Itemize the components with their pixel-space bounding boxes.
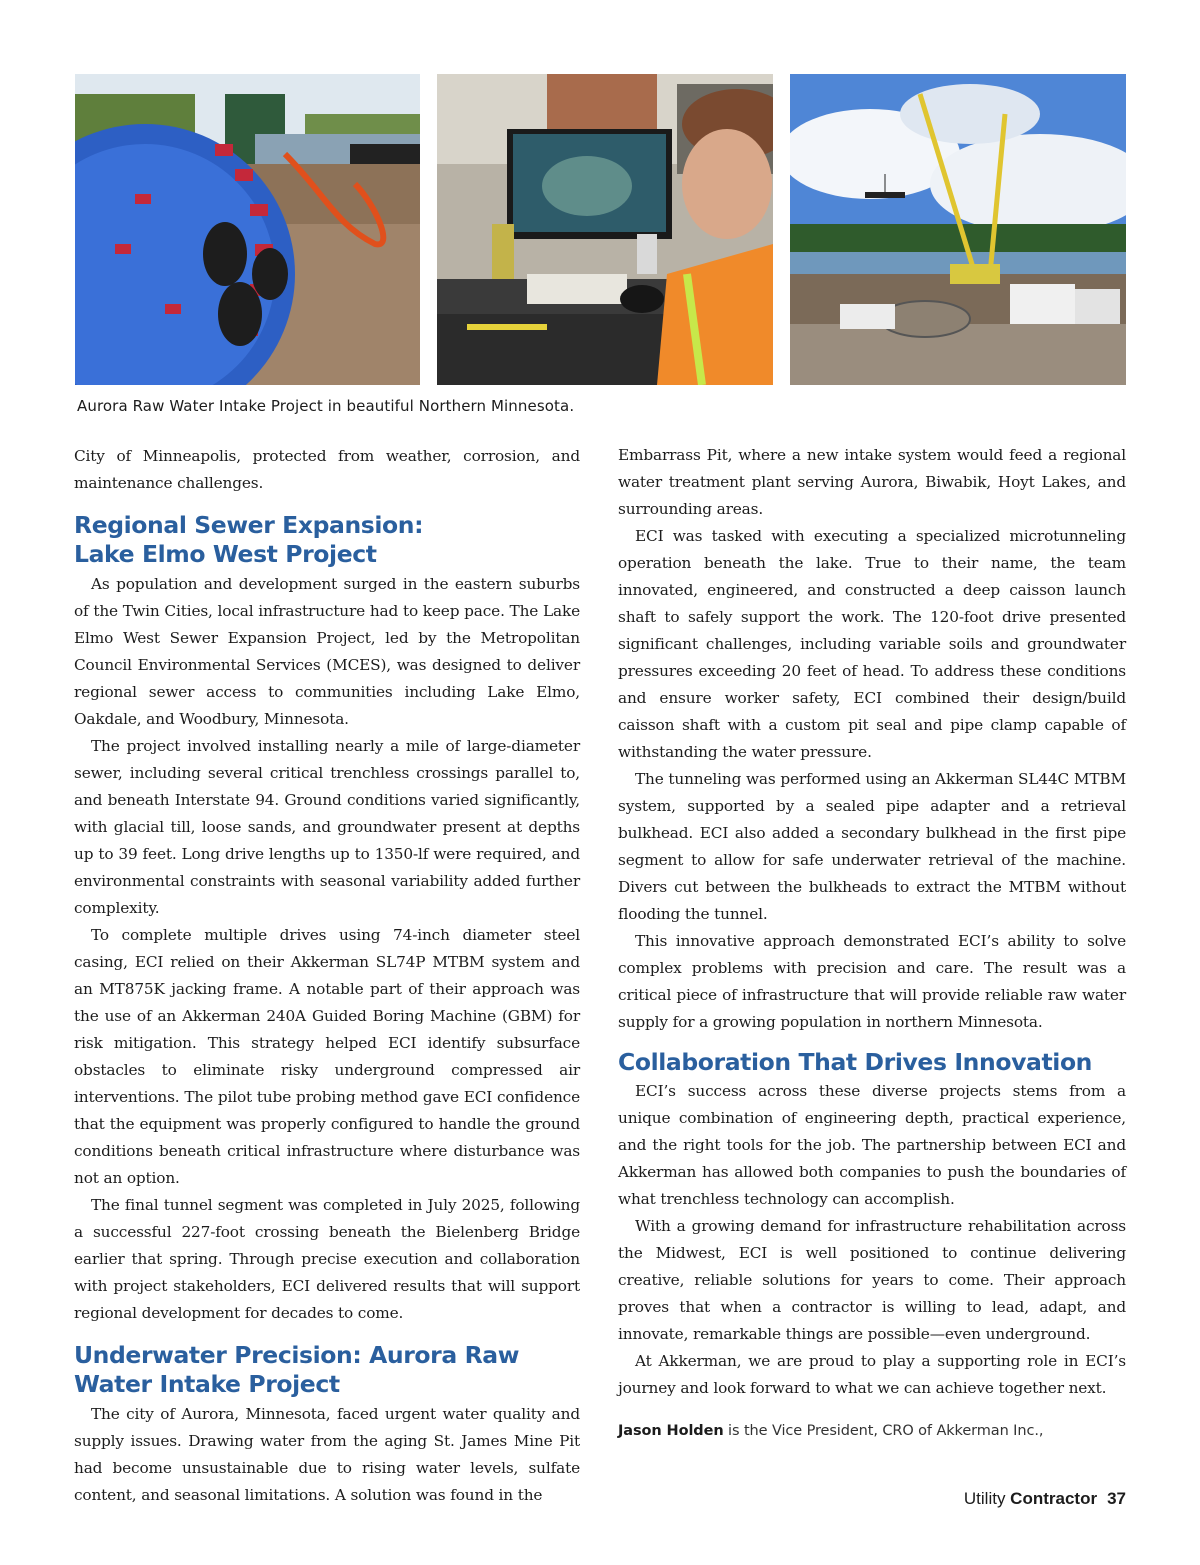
heading-aurora — [74, 1341, 580, 1399]
heading-aurora-line1: Underwater Precision: Aurora Raw — [74, 1341, 520, 1369]
cranes-image — [790, 74, 1126, 385]
paragraph: ECI’s success across these diverse projects stems from a unique combination of engineering depth, practical experience, and the right tools for the job. The partnership between ECI and Akkerman has allowed both companies to push the boundaries of what trenchless technology can accomplish. — [618, 1082, 1126, 1208]
paragraph: The final tunnel segment was completed in July 2025, following a successful 227-foot crossing beneath the Bielenberg Bridge earlier that spring. Through precise execution and collaboration with project stakeholders, ECI delivered results that will support regional development for decades to come. — [74, 1196, 580, 1322]
heading-aurora-line2: Water Intake Project — [74, 1370, 340, 1398]
intro-paragraph: City of Minneapolis, protected from weather, corrosion, and maintenance challenges. — [74, 447, 580, 492]
photo-cutterhead — [75, 74, 420, 385]
author-name: Jason Holden — [618, 1423, 724, 1439]
photo-caption: Aurora Raw Water Intake Project in beautiful Northern Minnesota. — [77, 397, 575, 415]
paragraph: As population and development surged in the eastern suburbs of the Twin Cities, local infrastructure had to keep pace. The Lake Elmo West Sewer Expansion Project, led by the Metropolitan Council Environmental Services (MCES), was designed to deliver regional sewer access to communities including Lake Elmo, Oakdale, and Woodbury, Minnesota. — [74, 575, 580, 728]
continued-paragraph: Embarrass Pit, where a new intake system would feed a regional water treatment plant serving Aurora, Biwabik, Hoyt Lakes, and surrounding areas. — [618, 446, 1126, 518]
heading-lake-elmo-line1: Regional Sewer Expansion: — [74, 511, 424, 539]
photo-operator — [437, 74, 773, 385]
footer-publication-2: Contractor — [1010, 1489, 1098, 1508]
paragraph: With a growing demand for infrastructure rehabilitation across the Midwest, ECI is well positioned to continue delivering creative, reliable solutions for years to come. Their approach proves that when a contractor is willing to lead, adapt, and innovate, remarkable things are possible—even underground. — [618, 1217, 1126, 1343]
page-footer — [964, 1489, 1126, 1509]
left-column — [74, 443, 580, 1509]
paragraph: This innovative approach demonstrated ECI’s ability to solve complex problems with precision and care. The result was a critical piece of infrastructure that will provide reliable raw water supply for a growing population in northern Minnesota. — [618, 932, 1126, 1031]
footer-publication-1: Utility — [963, 1489, 1011, 1508]
paragraph: To complete multiple drives using 74-inch diameter steel casing, ECI relied on their Akkerman SL74P MTBM system and an MT875K jacking frame. A notable part of their approach was the use of an Akkerman 240A Guided Boring Machine (GBM) for risk mitigation. This strategy helped ECI identify subsurface obstacles to eliminate risky underground compressed air interventions. The pilot tube probing method gave ECI confidence that the equipment was properly configured to handle the ground conditions beneath critical infrastructure where disturbance was not an option. — [74, 926, 580, 1187]
paragraph: The city of Aurora, Minnesota, faced urgent water quality and supply issues. Drawing water from the aging St. James Mine Pit had become unsustainable due to rising water levels, sulfate content, and seasonal limitations. A solution was found in the — [74, 1405, 580, 1504]
right-column — [618, 442, 1126, 1439]
author-byline — [618, 1423, 1126, 1439]
heading-lake-elmo-line2: Lake Elmo West Project — [74, 540, 377, 568]
paragraph: The tunneling was performed using an Akkerman SL44C MTBM system, supported by a sealed pipe adapter and a retrieval bulkhead. ECI also added a secondary bulkhead in the first pipe segment to allow for safe underwater retrieval of the machine. Divers cut between the bulkheads to extract the MTBM without flooding the tunnel. — [618, 770, 1126, 923]
photo-cranes — [790, 74, 1126, 385]
heading-collaboration: Collaboration That Drives Innovation — [618, 1048, 1093, 1076]
paragraph: ECI was tasked with executing a specialized microtunneling operation beneath the lake. True to their name, the team innovated, engineered, and constructed a deep caisson launch shaft to safely support the work. The 120-foot drive presented significant challenges, including variable soils and groundwater pressures exceeding 20 feet of head. To address these conditions and ensure worker safety, ECI combined their design/build caisson shaft with a custom pit seal and pipe clamp capable of withstanding the water pressure. — [618, 527, 1126, 761]
author-title: is the Vice President, CRO of Akkerman Inc., — [723, 1423, 1044, 1439]
paragraph: At Akkerman, we are proud to play a supporting role in ECI’s journey and look forward to what we can achieve together next. — [618, 1352, 1126, 1397]
operator-image — [437, 74, 773, 385]
paragraph: The project involved installing nearly a mile of large-diameter sewer, including several critical trenchless crossings parallel to, and beneath Interstate 94. Ground conditions varied significantly, with glacial till, loose sands, and groundwater present at depths up to 39 feet. Long drive lengths up to 1350-lf were required, and environmental constraints with seasonal variability added further complexity. — [74, 737, 580, 917]
cutterhead-image — [75, 74, 420, 385]
heading-lake-elmo — [74, 511, 580, 569]
page-number: 37 — [1107, 1489, 1126, 1508]
